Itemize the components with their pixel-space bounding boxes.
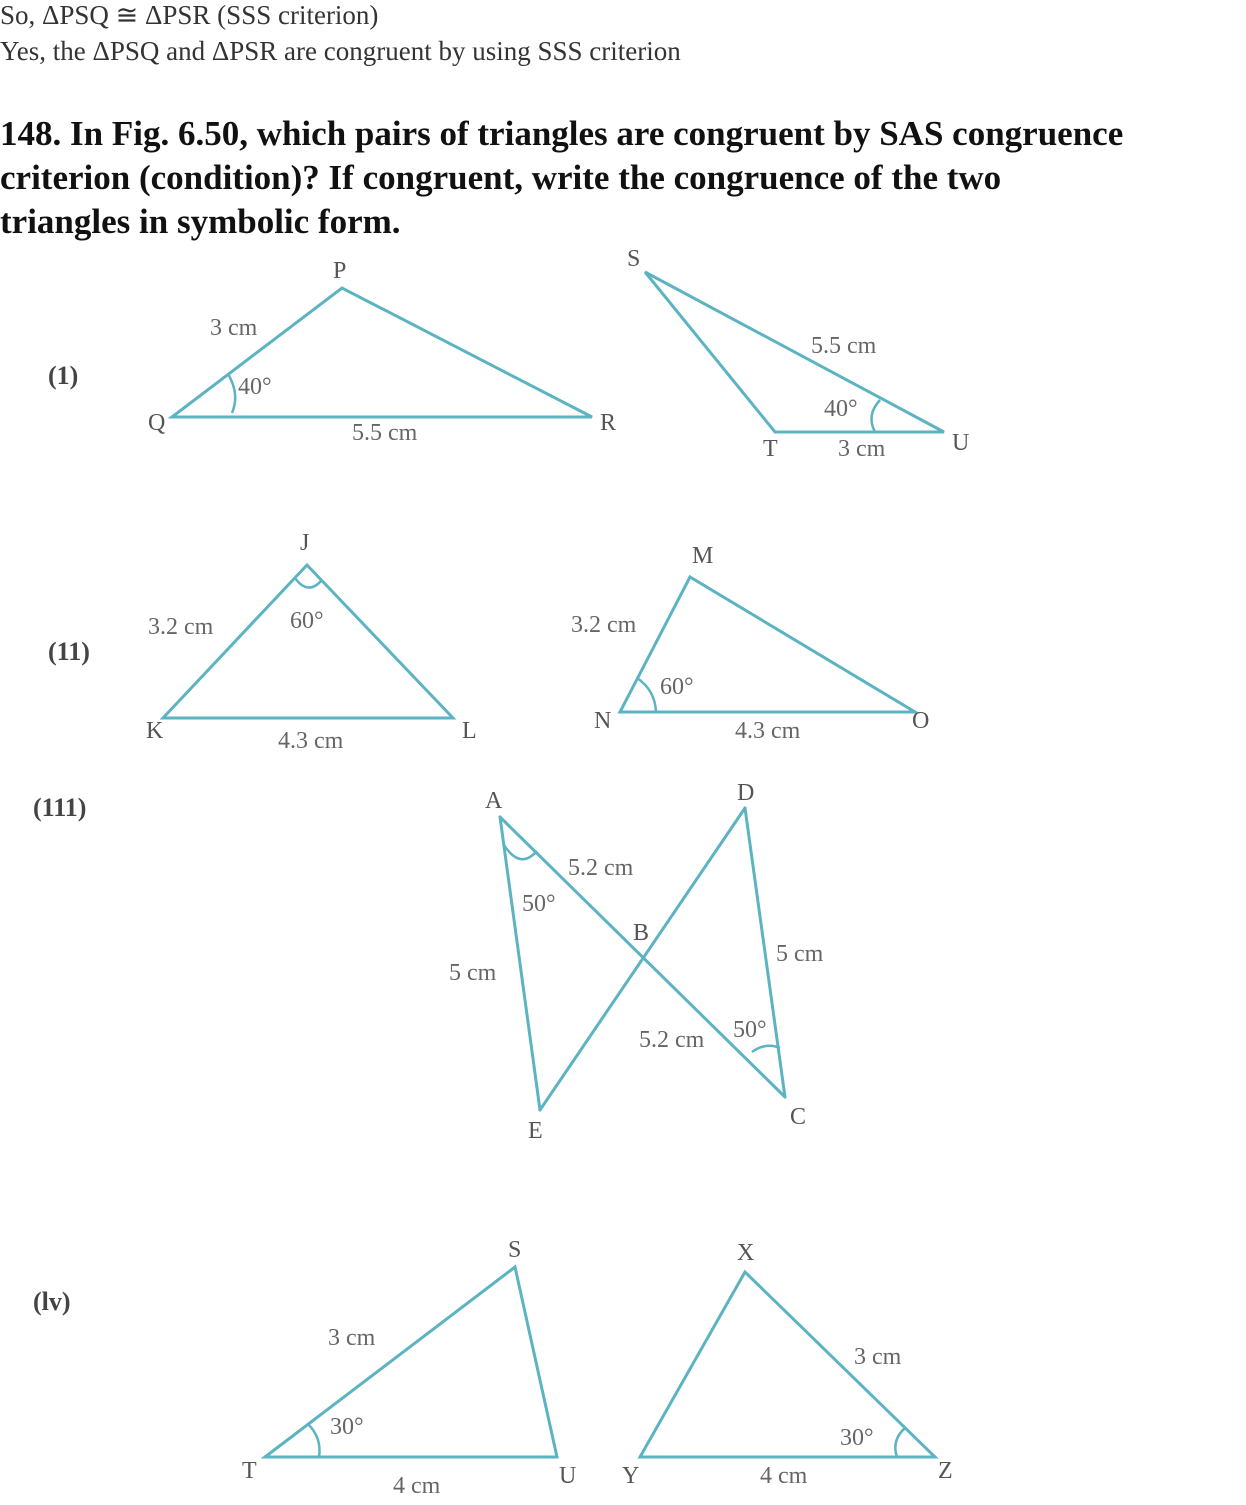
vertex-d: D: [737, 780, 755, 806]
angle-n-label: 60°: [660, 674, 694, 700]
vertex-y: Y: [622, 1463, 640, 1489]
side-tu-iv-label: 4 cm: [393, 1473, 441, 1499]
vertex-s-iv: S: [508, 1237, 522, 1263]
angle-c-arc: [752, 1046, 780, 1052]
segment-de: [540, 808, 745, 1110]
angle-j-label: 60°: [290, 608, 324, 634]
vertex-a: A: [485, 788, 503, 814]
side-bc-label: 5.2 cm: [639, 1027, 705, 1053]
vertex-t: T: [763, 436, 778, 462]
vertex-x: X: [737, 1240, 755, 1266]
part-iv-label: (lv): [33, 1287, 71, 1316]
vertex-u-iv: U: [559, 1463, 577, 1489]
segment-ae: [500, 817, 540, 1110]
side-jk-label: 3.2 cm: [148, 614, 214, 640]
angle-u-arc: [871, 400, 880, 432]
side-yz-label: 4 cm: [760, 1463, 808, 1489]
vertex-k: K: [146, 718, 164, 744]
side-ts-label: 3 cm: [328, 1325, 376, 1351]
vertex-n: N: [594, 708, 612, 734]
vertex-m: M: [692, 543, 714, 569]
vertex-s: S: [627, 246, 641, 272]
part-iii-label: (111): [33, 793, 87, 822]
side-ab-label: 5.2 cm: [568, 855, 634, 881]
vertex-l: L: [462, 718, 477, 744]
triangle-stu-iv: [242, 1237, 576, 1499]
triangle-stu-iv-edges: [265, 1267, 557, 1457]
vertex-c: C: [790, 1104, 807, 1130]
angle-u-label: 40°: [824, 396, 858, 422]
part-ii-label: (11): [48, 637, 90, 666]
side-no-label: 4.3 cm: [735, 718, 801, 744]
vertex-j: J: [300, 530, 310, 556]
question-line-3: triangles in symbolic form.: [0, 202, 401, 241]
vertex-o: O: [912, 708, 930, 734]
intro-line-2: Yes, the ΔPSQ and ΔPSR are congruent by using SSS criterion: [0, 36, 681, 66]
side-pq-label: 3 cm: [210, 315, 258, 341]
angle-z-arc: [895, 1427, 906, 1457]
angle-j-arc: [295, 578, 322, 588]
side-tu-label: 3 cm: [838, 436, 886, 462]
angle-t-label: 30°: [330, 1414, 364, 1440]
angle-q-label: 40°: [238, 374, 272, 400]
vertex-q: Q: [148, 410, 166, 436]
triangle-pqr: [148, 258, 616, 446]
side-ae-label: 5 cm: [449, 960, 497, 986]
side-su-label: 5.5 cm: [811, 333, 877, 359]
angle-n-arc: [637, 678, 656, 712]
vertex-p: P: [333, 258, 347, 284]
triangle-jkl: [146, 530, 477, 754]
angle-z-label: 30°: [840, 1425, 874, 1451]
vertex-t-iv: T: [242, 1458, 257, 1484]
vertex-b: B: [633, 920, 650, 946]
vertex-u: U: [952, 430, 970, 456]
triangle-mno: [571, 543, 929, 744]
intro-line-1: So, ΔPSQ ≅ ΔPSR (SSS criterion): [0, 0, 379, 30]
side-dc-label: 5 cm: [776, 941, 824, 967]
angle-t-arc: [308, 1424, 320, 1457]
triangle-stu: [627, 246, 969, 462]
vertex-z: Z: [938, 1458, 953, 1484]
triangle-xyz: [622, 1240, 953, 1489]
side-mn-label: 3.2 cm: [571, 612, 637, 638]
side-kl-label: 4.3 cm: [278, 728, 344, 754]
side-qr-label: 5.5 cm: [352, 420, 418, 446]
vertex-e: E: [528, 1118, 543, 1144]
question-line-1: 148. In Fig. 6.50, which pairs of triangles are congruent by SAS congruence: [0, 114, 1124, 153]
vertex-r: R: [600, 410, 617, 436]
angle-q-arc: [228, 374, 235, 413]
crossed-triangles-abe-dbc: [449, 780, 824, 1144]
question-line-2: criterion (condition)? If congruent, write the congruence of the two: [0, 158, 1002, 197]
angle-a-label: 50°: [522, 891, 556, 917]
side-xz-label: 3 cm: [854, 1344, 902, 1370]
triangle-stu-edges: [645, 272, 944, 432]
part-i-label: (1): [48, 361, 79, 390]
angle-c-label: 50°: [733, 1017, 767, 1043]
